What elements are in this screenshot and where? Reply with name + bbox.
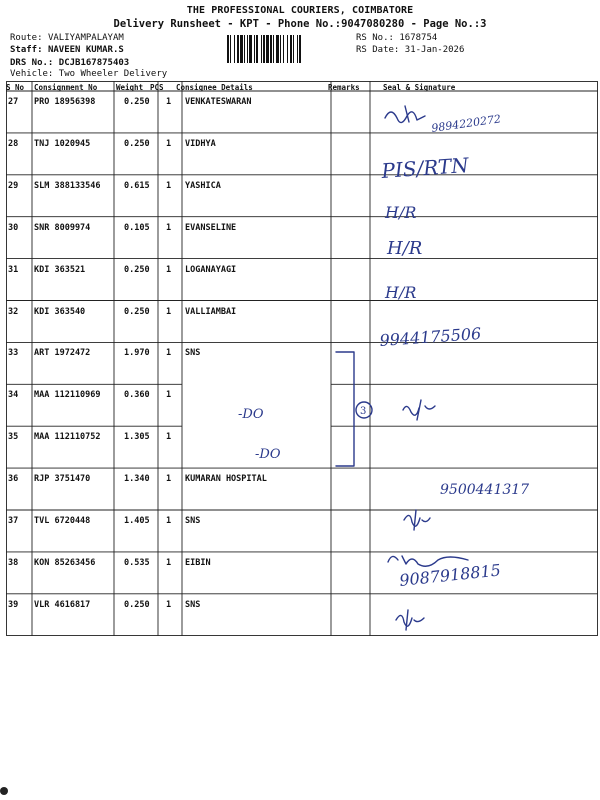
cell-pcs: 1: [166, 222, 172, 233]
col-header-remarks: Remarks: [328, 83, 360, 92]
cell-pcs: 1: [166, 97, 172, 107]
cell-sno: 38: [8, 557, 19, 568]
col-header-pcs: PCS: [150, 83, 164, 92]
cell-pcs: 1: [166, 390, 172, 401]
cell-consignment-no: RJP 3751470: [34, 474, 91, 485]
rs-date-value: 31-Jan-2026: [404, 45, 465, 55]
handwritten-note-29: H/R: [385, 203, 417, 222]
cell-consignment-no: TNJ 1020945: [34, 138, 91, 149]
route-label: Route:: [10, 33, 43, 43]
handwritten-note-30: H/R: [387, 238, 423, 259]
cell-weight: 0.615: [124, 180, 150, 191]
handwritten-note-28: PIS/RTN: [380, 152, 470, 183]
cell-consignment-no: KON 85263456: [34, 557, 96, 568]
cell-weight: 0.360: [124, 390, 150, 401]
cell-pcs: 1: [166, 264, 172, 275]
staff-label: Staff:: [10, 45, 43, 55]
cell-sno: 30: [8, 222, 19, 233]
cell-pcs: 1: [166, 306, 172, 317]
cell-sno: 27: [8, 97, 19, 107]
cell-consignee: SNS: [185, 516, 201, 526]
vehicle-label: Vehicle:: [10, 69, 54, 79]
cell-sno: 39: [8, 599, 19, 610]
cell-consignment-no: VLR 4616817: [34, 599, 91, 610]
handwritten-do-35: -DO: [255, 447, 281, 462]
cell-weight: 0.250: [124, 138, 150, 149]
cell-consignment-no: KDI 363521: [34, 264, 86, 275]
handwritten-do-34: -DO: [238, 407, 264, 422]
cell-pcs: 1: [166, 516, 172, 526]
col-header-signature: Seal & Signature: [383, 83, 456, 92]
cell-consignment-no: PRO 18956398: [34, 97, 96, 107]
cell-pcs: 1: [166, 599, 172, 610]
cell-consignee: SNS: [185, 599, 201, 610]
rs-no-value: 1678754: [399, 33, 438, 43]
cell-weight: 1.340: [124, 474, 150, 485]
cell-consignment-no: SNR 8009974: [34, 222, 91, 233]
cell-consignment-no: ART 1972472: [34, 348, 91, 359]
cell-pcs: 1: [166, 557, 172, 568]
cell-pcs: 1: [166, 474, 172, 485]
cell-sno: 32: [8, 306, 19, 317]
cell-sno: 31: [8, 264, 19, 275]
route-value: VALIYAMPALAYAM: [47, 33, 124, 43]
vehicle-value: Two Wheeler Delivery: [58, 69, 168, 79]
cell-consignment-no: SLM 388133546: [34, 180, 101, 191]
cell-consignment-no: MAA 112110969: [34, 390, 101, 401]
signature-mark: [396, 610, 424, 630]
cell-pcs: 1: [166, 432, 172, 443]
cell-consignee: VALLIAMBAI: [185, 306, 237, 317]
rs-no-label: RS No.:: [356, 33, 394, 43]
cell-consignee: VENKATESWARAN: [185, 97, 252, 107]
drs-value: DCJB167875403: [58, 58, 130, 68]
cell-pcs: 1: [166, 348, 172, 359]
signature-mark: [404, 510, 430, 530]
col-header-sno: S No: [6, 83, 25, 92]
cell-consignment-no: TVL 6720448: [34, 516, 91, 526]
cell-consignee: SNS: [185, 348, 201, 359]
cell-sno: 36: [8, 474, 19, 485]
cell-sno: 28: [8, 138, 19, 149]
cell-consignee: VIDHYA: [185, 138, 216, 149]
cell-weight: 1.970: [124, 348, 150, 359]
company-title: THE PROFESSIONAL COURIERS, COIMBATORE: [186, 5, 414, 16]
cell-weight: 0.535: [124, 557, 150, 568]
cell-sno: 35: [8, 432, 19, 443]
rs-date-label: RS Date:: [356, 45, 400, 55]
cell-weight: 1.405: [124, 516, 150, 526]
col-header-consignee: Consignee Details: [176, 83, 253, 92]
cell-sno: 34: [8, 390, 19, 401]
handwritten-phone-38: 9087918815: [398, 560, 502, 590]
handwritten-circle-3: 3: [360, 406, 367, 417]
cell-pcs: 1: [166, 138, 172, 149]
cell-sno: 29: [8, 180, 19, 191]
cell-weight: 0.250: [124, 306, 150, 317]
col-header-weight: Weight: [116, 83, 144, 92]
cell-weight: 0.250: [124, 97, 150, 107]
bracket-mark: [336, 352, 354, 466]
handwritten-phone-36: 9500441317: [440, 482, 530, 498]
cell-consignment-no: KDI 363540: [34, 306, 86, 317]
cell-consignee: LOGANAYAGI: [185, 264, 237, 275]
cell-weight: 1.305: [124, 432, 150, 443]
cell-pcs: 1: [166, 180, 172, 191]
signature-mark: [403, 400, 435, 420]
cell-sno: 33: [8, 348, 19, 359]
handwritten-phone-27: 9894220272: [430, 112, 502, 135]
cell-consignment-no: MAA 112110752: [34, 432, 101, 443]
runsheet-title: Delivery Runsheet - KPT - Phone No.:9047080280 - Page No.:3: [113, 18, 487, 30]
cell-sno: 37: [8, 516, 19, 526]
handwritten-phone-32: 9944175506: [378, 323, 482, 350]
drs-label: DRS No.:: [10, 58, 54, 68]
col-header-consignment: Consignment No: [34, 83, 98, 92]
cell-consignee: YASHICA: [185, 180, 221, 191]
cell-consignee: EVANSELINE: [185, 222, 237, 233]
cell-weight: 0.250: [124, 264, 150, 275]
handwritten-note-31: H/R: [385, 283, 417, 302]
cell-weight: 0.105: [124, 222, 150, 233]
cell-weight: 0.250: [124, 599, 150, 610]
corner-dot: [0, 787, 8, 795]
cell-consignee: KUMARAN HOSPITAL: [185, 474, 267, 485]
cell-consignee: EIBIN: [185, 557, 211, 568]
signature-mark: [385, 106, 425, 123]
staff-value: NAVEEN KUMAR.S: [47, 45, 124, 55]
